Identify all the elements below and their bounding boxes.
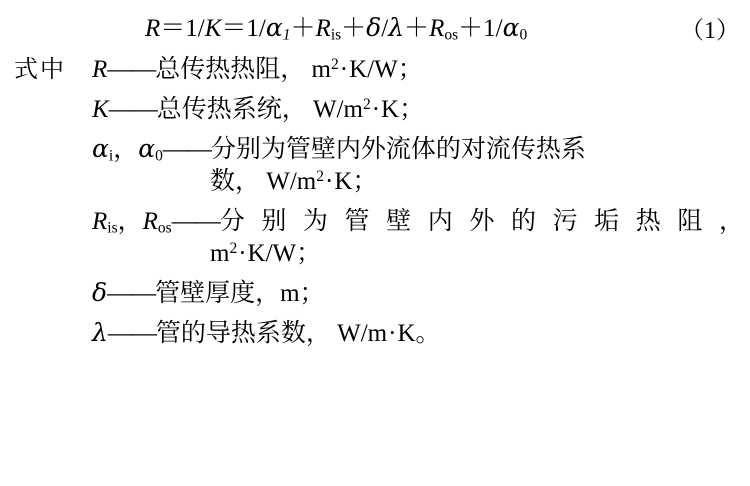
equation-line <box>0 0 750 54</box>
lead-label: 式中 <box>14 55 66 83</box>
definition-text-R-fouling: 分别为管壁内外的污垢热阻， <box>219 205 744 235</box>
definition-item-R <box>0 56 750 82</box>
symbol-R-fouling: $R_{is}$，$R_{os}——$ <box>92 207 220 237</box>
definition-item-alpha <box>0 136 750 164</box>
symbol-delta: δ—— <box>92 277 156 307</box>
definition-text-R-fouling-continued: $m^2\cdot K/W$； <box>210 237 322 267</box>
definition-list <box>0 56 750 346</box>
definition-item-lambda <box>0 317 750 347</box>
definition-text-alpha-continued: 数， $W/m^2\cdot K$； <box>210 165 378 195</box>
definition-text-alpha: 分别为管壁内外流体的对流传热系 <box>210 134 586 163</box>
definition-item-K <box>0 96 750 122</box>
definition-item-R-fouling-cont <box>0 237 750 267</box>
definition-text-R: 总传热热阻， $m^2\cdot K/W$； <box>155 54 423 83</box>
symbol-alpha: $\alpha_i$，$\alpha_0——$ <box>92 134 211 165</box>
definition-text-K: 总传热系统， $W/m^2\cdot K$； <box>156 94 425 123</box>
definition-text-delta: 管壁厚度，m； <box>155 277 325 307</box>
symbol-lambda: λ—— <box>92 317 156 347</box>
symbol-R: R—— <box>92 56 156 83</box>
symbol-K: K—— <box>92 96 157 123</box>
definition-item-R-fouling <box>0 205 750 237</box>
equation-expression: $R=1/K=1/\alpha_1+R_{is}+\delta/\lambda+R_{os}+1/\alpha_0$ <box>145 13 528 44</box>
definition-item-alpha-cont <box>0 165 750 195</box>
equation-number: （1） <box>680 18 740 44</box>
definition-item-delta <box>0 277 750 307</box>
definition-text-lambda: 管的导热系数， W/m·K。 <box>155 317 441 347</box>
